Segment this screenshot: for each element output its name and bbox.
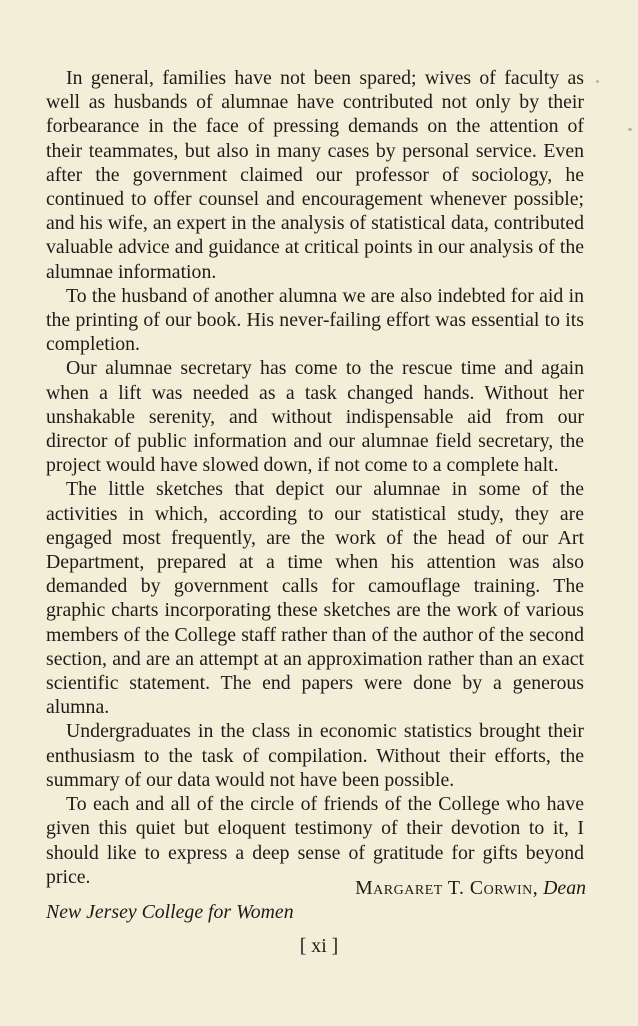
paragraph-undergraduates: Undergraduates in the class in economic statistics brought their enthusiasm to the task of compilation. Without their efforts, the summary of our data would not have been possible.	[46, 720, 584, 791]
institution-name: New Jersey College for Women	[46, 901, 294, 923]
paper-speck	[628, 128, 632, 131]
paragraph-families: In general, families have not been spared; wives of faculty as well as husbands of alumnae have contributed not only by their forbearance in the face of pressing demands on the attention of their teammates, but also in many cases by personal service. Even after the government claimed our professor of sociology, he continued to offer counsel and encouragement whenever possible; and his wife, an expert in the analysis of statistical data, contributed valuable advice and guidance at critical points in our analysis of the alumnae information.	[46, 67, 584, 283]
paragraph-printing: To the husband of another alumna we are also indebted for aid in the printing of our book. His never-failing effort was essential to its completion.	[46, 284, 584, 356]
paragraph-sketches: The little sketches that depict our alumnae in some of the activities in which, according to our statistical study, they are engaged most frequently, are the work of the head of our Art Department, prepared at a time when his attention was also demanded by government calls for camouflage training. The graphic charts incorporating these sketches are the work of various members of the College staff rather than of the author of the second section, and are an attempt at an approximation rather than an exact scientific statement. The end papers were done by a generous alumna.	[46, 478, 584, 719]
page-number: [ xi ]	[299, 935, 339, 957]
acknowledgments-text	[46, 66, 584, 889]
signature-title: Dean	[543, 877, 586, 899]
paragraph-alumnae-secretary: Our alumnae secretary has come to the rescue time and again when a lift was needed as a task changed hands. Without her unshakable serenity, and without indispensable aid from our director of public information and our alumnae field secretary, the project would have slowed down, if not come to a complete halt.	[46, 357, 584, 477]
paragraph-gratitude: To each and all of the circle of friends of the College who have given this quiet but eloquent testimony of their devotion to it, I should like to express a deep sense of gratitude for gifts beyond price.	[46, 793, 584, 888]
signature-name: Margaret T. Corwin,	[355, 877, 539, 899]
signature-line	[355, 876, 586, 900]
paper-speck	[596, 80, 599, 83]
